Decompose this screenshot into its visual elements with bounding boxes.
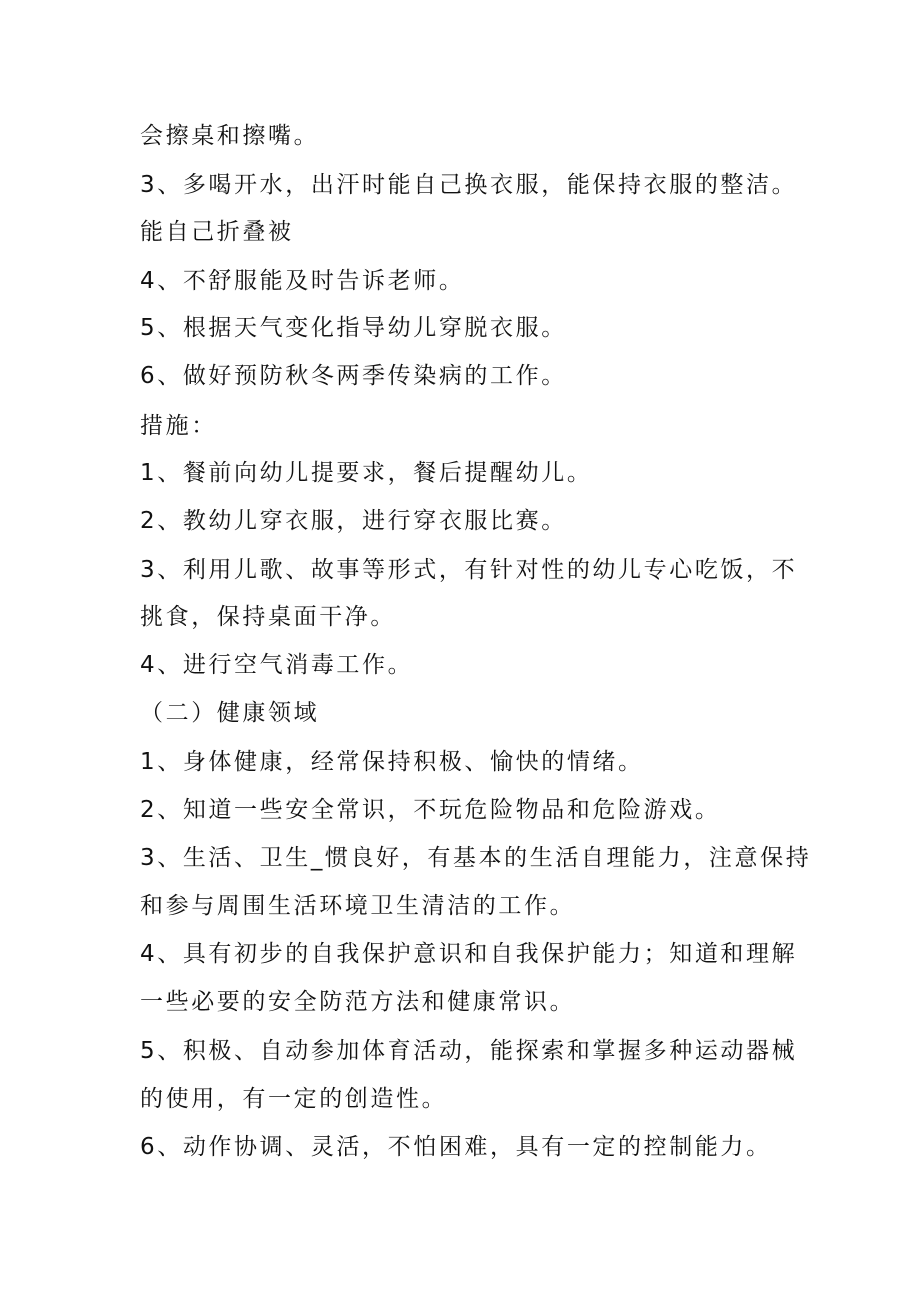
text-line: 和参与周围生活环境卫生清洁的工作。 <box>140 893 576 919</box>
text-line: 3、生活、卫生_惯良好，有基本的生活自理能力，注意保持 <box>140 845 812 871</box>
text-line: 2、知道一些安全常识，不玩危险物品和危险游戏。 <box>140 797 721 823</box>
text-line: 4、不舒服能及时告诉老师。 <box>140 268 465 294</box>
text-line: 3、利用儿歌、故事等形式，有针对性的幼儿专心吃饭，不 <box>140 557 798 583</box>
text-line: 6、动作协调、灵活，不怕困难，具有一定的控制能力。 <box>140 1134 772 1160</box>
text-line: 5、积极、自动参加体育活动，能探索和掌握多种运动器械 <box>140 1038 798 1064</box>
text-line: 挑食，保持桌面干净。 <box>140 604 396 630</box>
text-line: 1、身体健康，经常保持积极、愉快的情绪。 <box>140 749 644 775</box>
text-line: 的使用，有一定的创造性。 <box>140 1086 448 1112</box>
text-line: 5、根据天气变化指导幼儿穿脱衣服。 <box>140 315 567 341</box>
text-line: 6、做好预防秋冬两季传染病的工作。 <box>140 363 567 389</box>
text-line: 1、餐前向幼儿提要求，餐后提醒幼儿。 <box>140 460 593 486</box>
text-line: 能自己折叠被 <box>140 219 294 245</box>
text-line: 4、具有初步的自我保护意识和自我保护能力；知道和理解 <box>140 941 798 967</box>
section-label-measures: 措施： <box>140 413 217 439</box>
text-line: 2、教幼儿穿衣服，进行穿衣服比赛。 <box>140 508 567 534</box>
text-line: 4、进行空气消毒工作。 <box>140 652 414 678</box>
text-line: 会擦桌和擦嘴。 <box>140 123 320 149</box>
text-line: 3、多喝开水，出汗时能自己换衣服，能保持衣服的整洁。 <box>140 172 798 198</box>
text-line: 一些必要的安全防范方法和健康常识。 <box>140 989 576 1015</box>
section-heading-health: （二）健康领域 <box>140 700 320 726</box>
